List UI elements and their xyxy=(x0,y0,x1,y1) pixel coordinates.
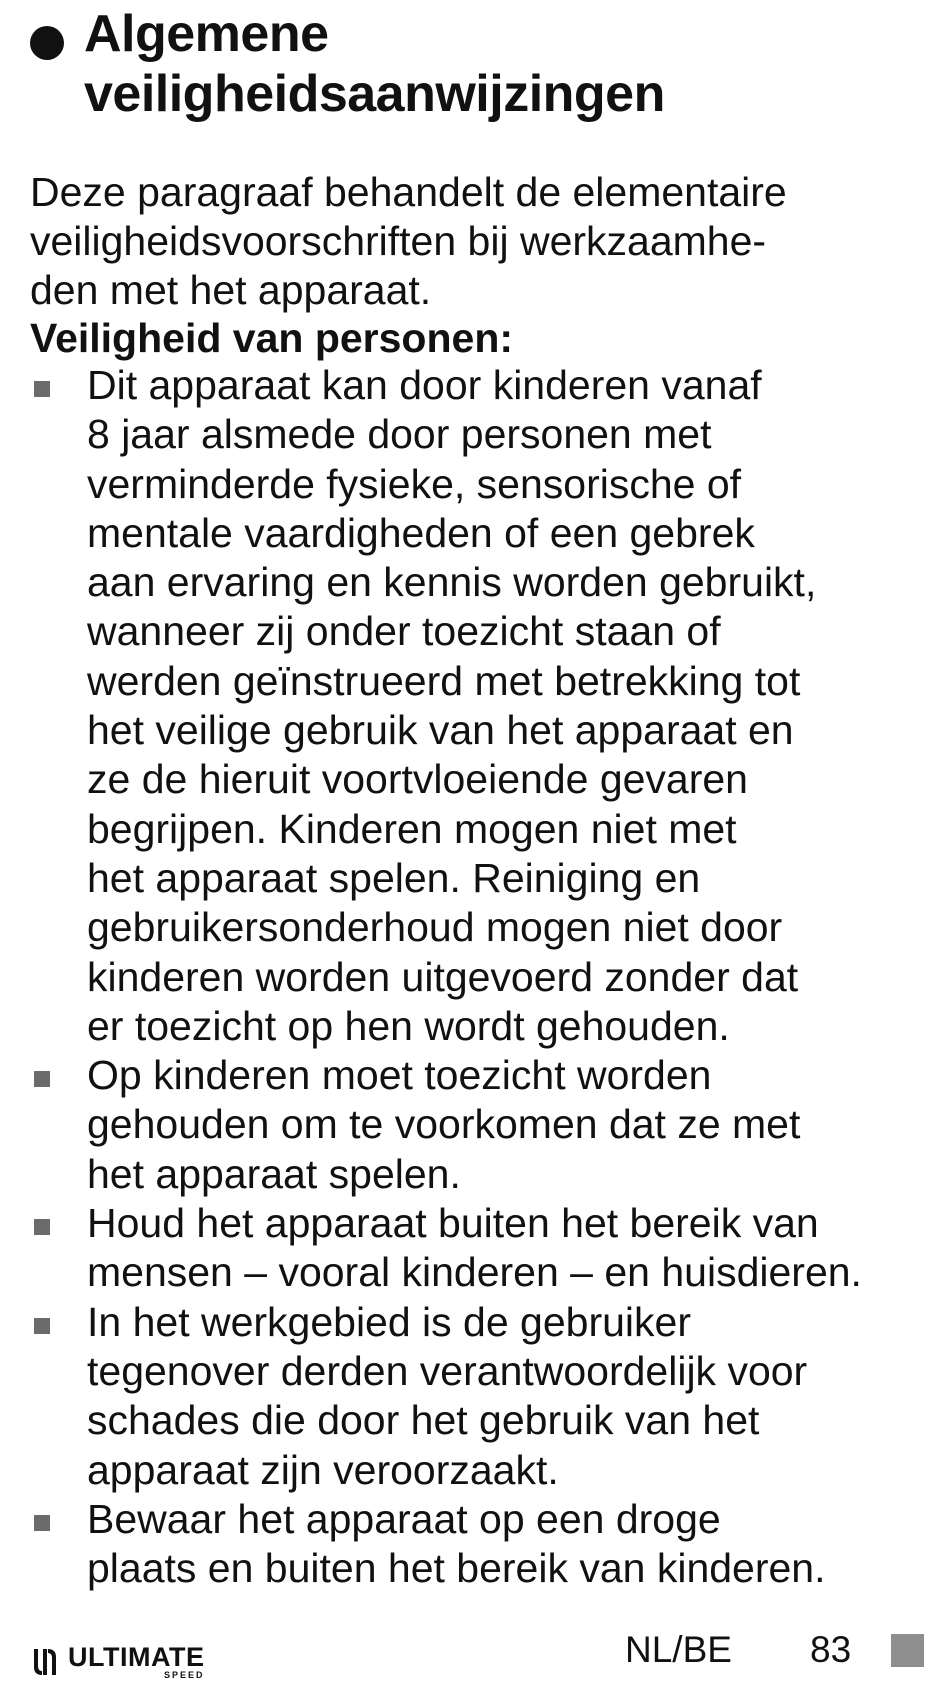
page-marker-square xyxy=(891,1634,924,1667)
item-line: het apparaat spelen. xyxy=(87,1150,461,1197)
square-bullet-icon xyxy=(34,381,50,397)
list-item xyxy=(30,1199,930,1298)
item-line: 8 jaar alsmede door personen met xyxy=(87,411,712,458)
item-line: begrijpen. Kinderen mogen niet met xyxy=(87,805,737,852)
square-bullet-icon xyxy=(34,1071,50,1087)
logo-subtitle: SPEED xyxy=(163,1670,205,1680)
list-item xyxy=(30,361,930,1051)
section-heading xyxy=(30,4,930,124)
round-bullet-icon xyxy=(30,26,64,60)
intro-line: Deze paragraaf behandelt de elementaire xyxy=(30,169,787,215)
item-line: apparaat zijn veroorzaakt. xyxy=(87,1446,559,1493)
subheading-personal-safety: Veiligheid van personen: xyxy=(30,315,514,361)
item-line: mensen – vooral kinderen – en huisdieren. xyxy=(87,1249,862,1296)
square-bullet-icon xyxy=(34,1318,50,1334)
list-item xyxy=(30,1495,930,1594)
item-line: Houd het apparaat buiten het bereik van xyxy=(87,1200,819,1247)
item-line: tegenover derden verantwoordelijk voor xyxy=(87,1347,808,1394)
item-line: het veilige gebruik van het apparaat en xyxy=(87,707,794,754)
item-line: gebruikersonderhoud mogen niet door xyxy=(87,904,783,951)
intro-paragraph xyxy=(30,168,910,315)
heading-title xyxy=(84,4,665,124)
item-line: wanneer zij onder toezicht staan of xyxy=(87,608,721,655)
item-line: aan ervaring en kennis worden gebruikt, xyxy=(87,559,817,606)
item-line: schades die door het gebruik van het xyxy=(87,1397,760,1444)
brand-mark-icon xyxy=(30,1645,60,1679)
item-line: Op kinderen moet toezicht worden xyxy=(87,1052,712,1099)
item-line: Bewaar het apparaat op een droge xyxy=(87,1495,721,1542)
heading-line: Algemene xyxy=(84,5,329,63)
safety-list xyxy=(30,361,930,1593)
item-line: verminderde fysieke, sensorische of xyxy=(87,460,742,507)
square-bullet-icon xyxy=(34,1219,50,1235)
item-line: werden geïnstrueerd met betrekking tot xyxy=(87,657,801,704)
item-line: plaats en buiten het bereik van kinderen. xyxy=(87,1545,826,1592)
page-number: 83 xyxy=(810,1629,852,1670)
brand-logo xyxy=(30,1644,204,1680)
item-line: ze de hieruit voortvloeiende gevaren xyxy=(87,756,748,803)
item-line: gehouden om te voorkomen dat ze met xyxy=(87,1101,801,1148)
square-bullet-icon xyxy=(34,1515,50,1531)
item-line: mentale vaardigheden of een gebrek xyxy=(87,509,755,556)
item-line: Dit apparaat kan door kinderen vanaf xyxy=(87,362,762,408)
language-code: NL/BE xyxy=(625,1629,732,1670)
list-item xyxy=(30,1051,930,1199)
item-line: kinderen worden uitgevoerd zonder dat xyxy=(87,953,799,1000)
intro-line: veiligheidsvoorschriften bij werkzaamhe- xyxy=(30,218,767,264)
item-line: er toezicht op hen wordt gehouden. xyxy=(87,1002,730,1049)
logo-name: ULTIMATE xyxy=(68,1642,205,1672)
item-line: In het werkgebied is de gebruiker xyxy=(87,1298,691,1345)
heading-line: veiligheidsaanwijzingen xyxy=(84,65,665,123)
list-item xyxy=(30,1298,930,1495)
intro-line: den met het apparaat. xyxy=(30,267,432,313)
item-line: het apparaat spelen. Reiniging en xyxy=(87,854,701,901)
